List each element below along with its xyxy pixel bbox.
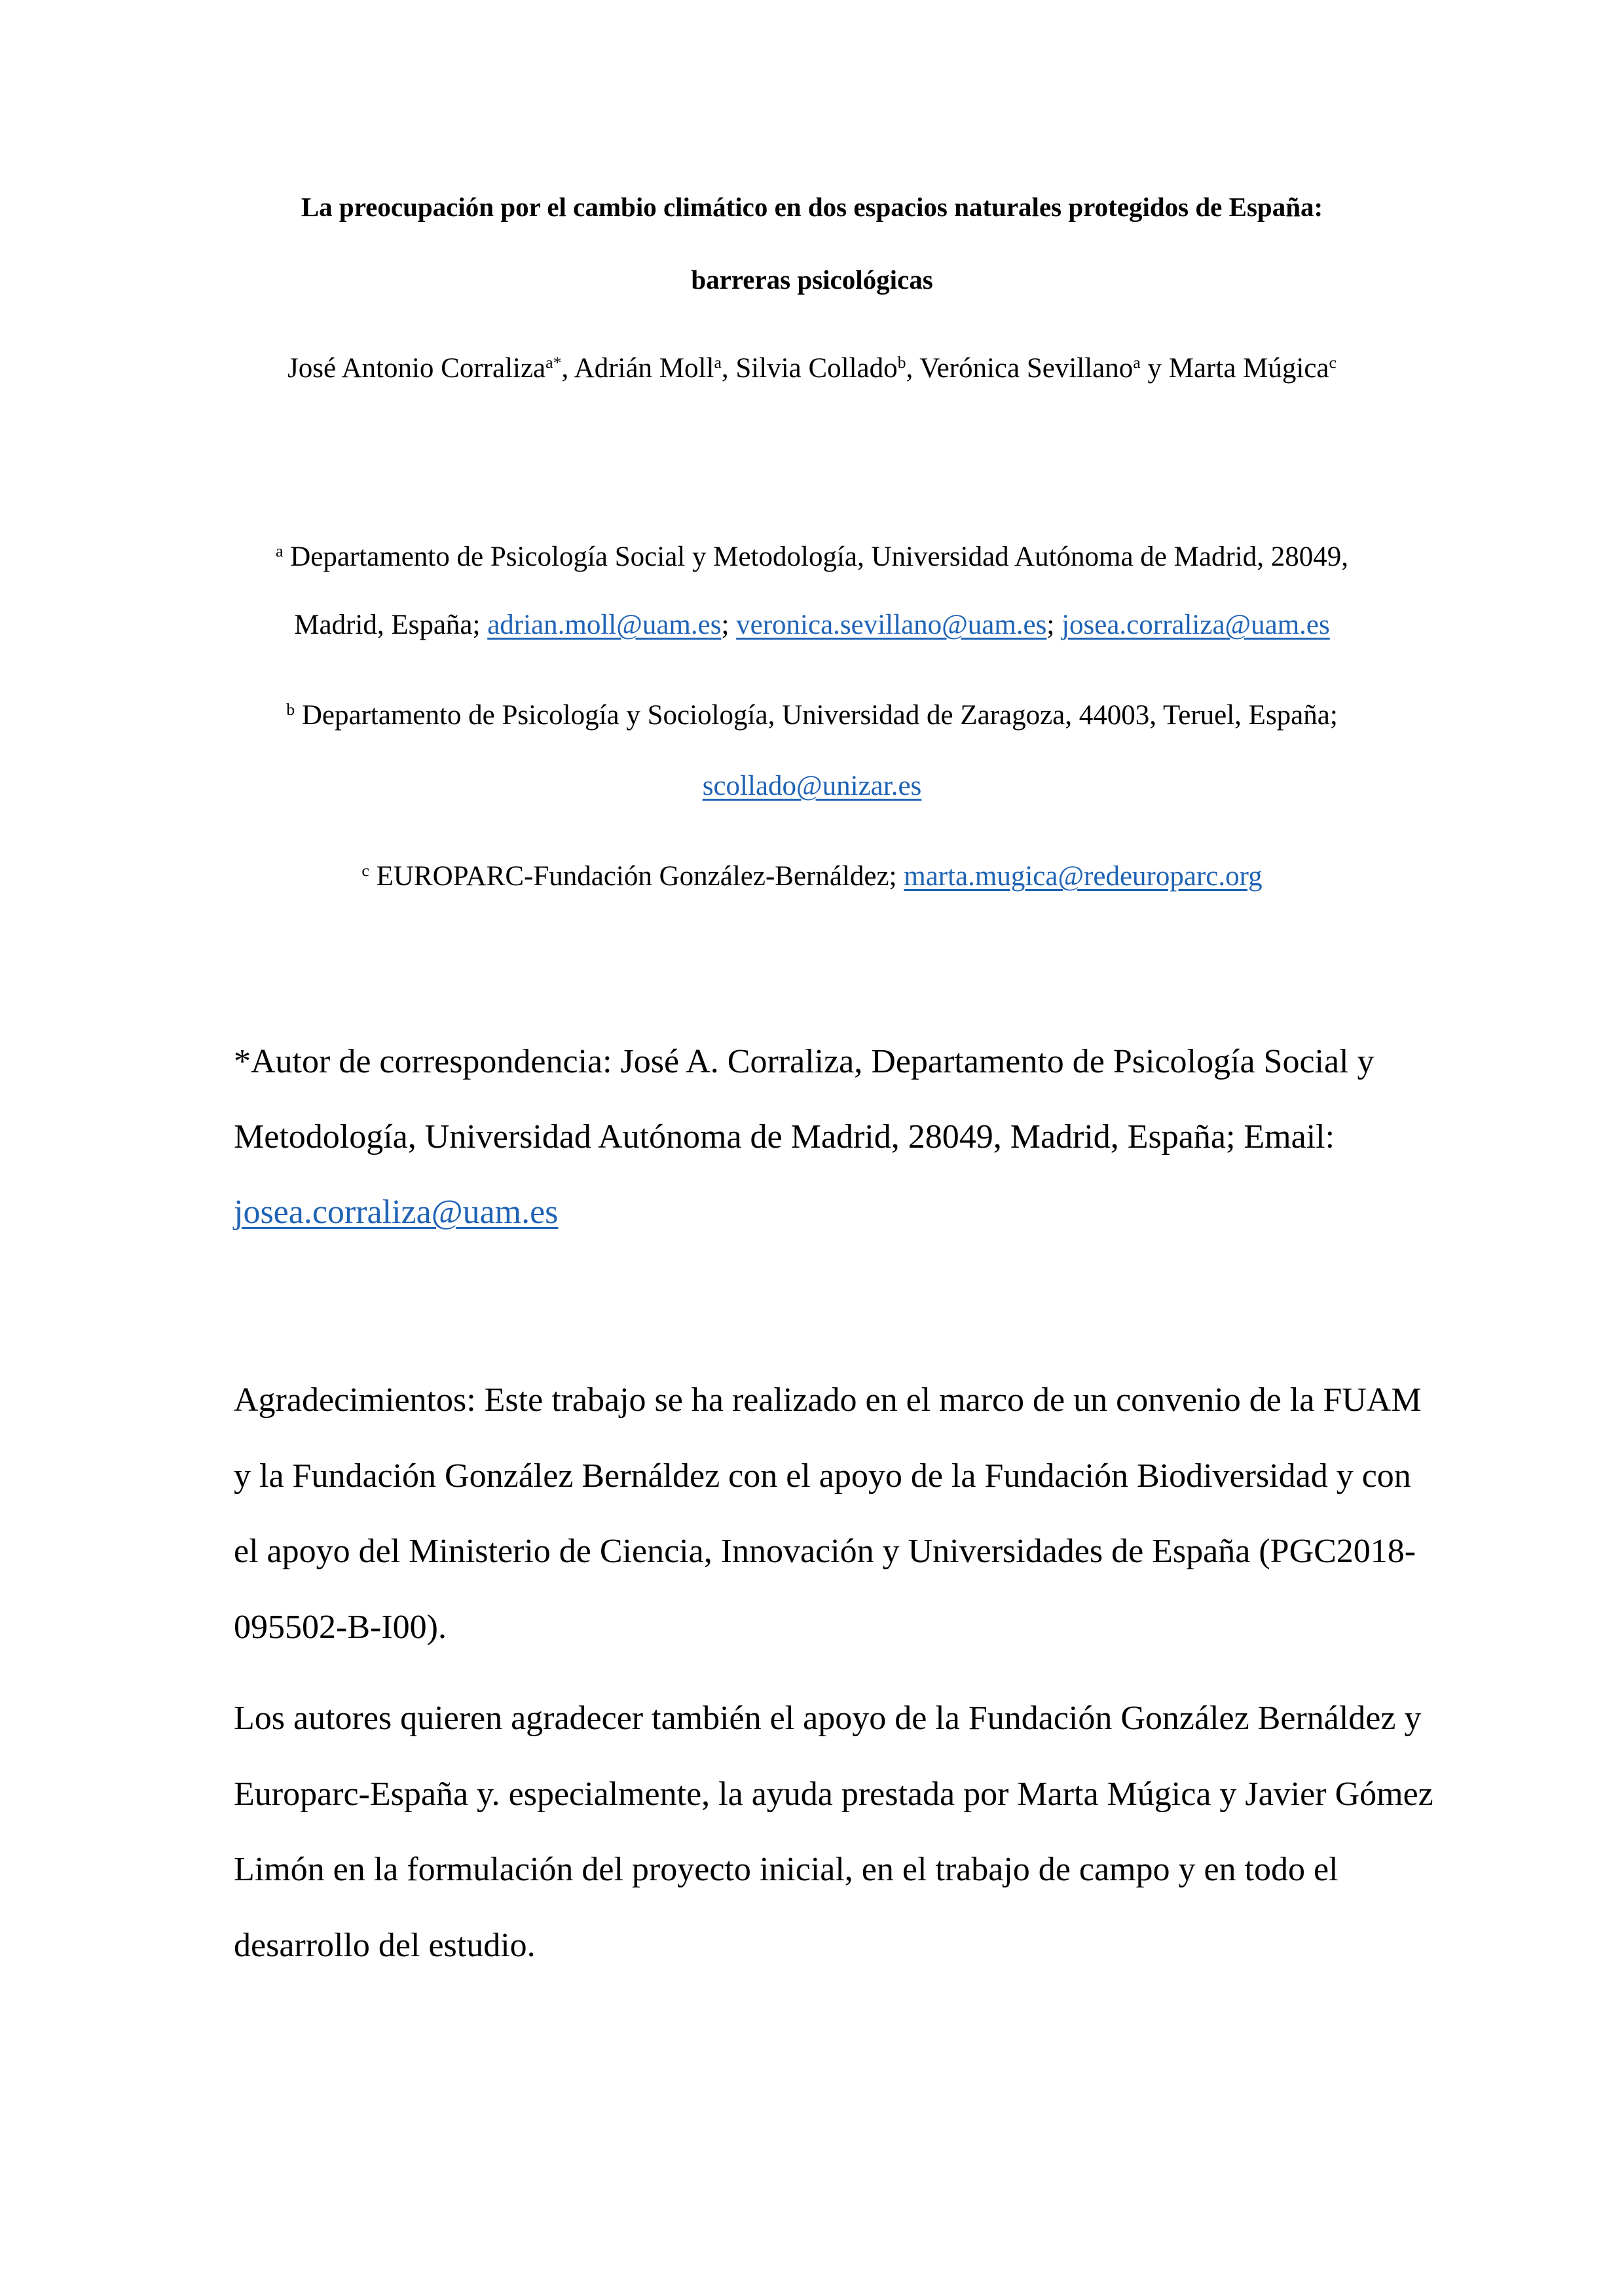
author-separator: , (721, 353, 736, 384)
acknowledgements-p1-line-3: el apoyo del Ministerio de Ciencia, Innovación y Universidades de España (PGC2018- (234, 1533, 1416, 1570)
affiliation-text: Madrid, España; (294, 610, 488, 640)
correspondence-line-2: Metodología, Universidad Autónoma de Madrid, 28049, Madrid, España; Email: (234, 1118, 1335, 1156)
affiliation-mark: a (276, 541, 284, 560)
email-separator: ; (1046, 610, 1062, 640)
affiliation-b-line-2 (0, 770, 1624, 802)
affiliation-c (0, 860, 1624, 892)
author-name: Silvia Collado (735, 353, 898, 384)
author-name: Verónica Sevillano (919, 353, 1134, 384)
paper-title-line-2: barreras psicológicas (691, 264, 933, 295)
email-link-marta-mugica[interactable]: marta.mugica@redeuroparc.org (904, 861, 1263, 892)
affiliation-mark: c (361, 860, 369, 880)
acknowledgements-p2-line-3: Limón en la formulación del proyecto inicial, en el trabajo de campo y en todo el (234, 1851, 1338, 1888)
correspondence-email-link[interactable]: josea.corraliza@uam.es (234, 1194, 559, 1231)
email-link-josea-corraliza[interactable]: josea.corraliza@uam.es (1061, 610, 1330, 640)
affiliation-mark: b (286, 699, 295, 719)
email-link-adrian-moll[interactable]: adrian.moll@uam.es (487, 610, 722, 640)
email-separator: ; (721, 610, 737, 640)
affiliation-b-line-1 (0, 699, 1624, 731)
author-affiliation-mark: a (1133, 352, 1141, 372)
acknowledgements-p2-line-4: desarrollo del estudio. (234, 1927, 536, 1964)
acknowledgements-p1-line-1: Agradecimientos: Este trabajo se ha realizado en el marco de un convenio de la FUAM (234, 1381, 1422, 1419)
affiliation-text: Departamento de Psicología y Sociología, Universidad de Zaragoza, 44003, Teruel, España; (301, 700, 1338, 731)
author-affiliation-mark: b (897, 352, 906, 372)
author-affiliation-mark: a (714, 352, 722, 372)
author-separator: , (561, 353, 574, 384)
author-affiliation-mark: c (1329, 352, 1337, 372)
affiliation-a-line-1 (0, 541, 1624, 573)
affiliation-a-line-2 (0, 609, 1624, 641)
affiliation-text: EUROPARC-Fundación González-Bernáldez; (376, 861, 904, 892)
email-link-scollado[interactable]: scollado@unizar.es (702, 771, 922, 801)
acknowledgements-p2-line-2: Europarc-España y. especialmente, la ayuda prestada por Marta Múgica y Javier Gómez (234, 1776, 1433, 1813)
author-separator: , (906, 353, 920, 384)
paper-title-line-1: La preocupación por el cambio climático en dos espacios naturales protegidos de España: (301, 192, 1323, 222)
email-link-veronica-sevillano[interactable]: veronica.sevillano@uam.es (736, 610, 1047, 640)
author-list (0, 352, 1624, 384)
author-name: Adrián Moll (574, 353, 714, 384)
author-affiliation-mark: a* (545, 352, 562, 372)
affiliation-text: Departamento de Psicología Social y Metodología, Universidad Autónoma de Madrid, 28049, (290, 541, 1348, 572)
acknowledgements-p2-line-1: Los autores quieren agradecer también el apoyo de la Fundación González Bernáldez y (234, 1700, 1422, 1737)
acknowledgements-p1-line-4: 095502-B-I00). (234, 1609, 447, 1646)
author-name: Marta Múgica (1168, 353, 1329, 384)
correspondence-email-line (234, 1193, 558, 1231)
correspondence-line-1: *Autor de correspondencia: José A. Corraliza, Departamento de Psicología Social y (234, 1043, 1375, 1080)
author-name: José Antonio Corraliza (287, 353, 546, 384)
author-separator: y (1140, 353, 1169, 384)
acknowledgements-p1-line-2: y la Fundación González Bernáldez con el apoyo de la Fundación Biodiversidad y con (234, 1457, 1411, 1495)
